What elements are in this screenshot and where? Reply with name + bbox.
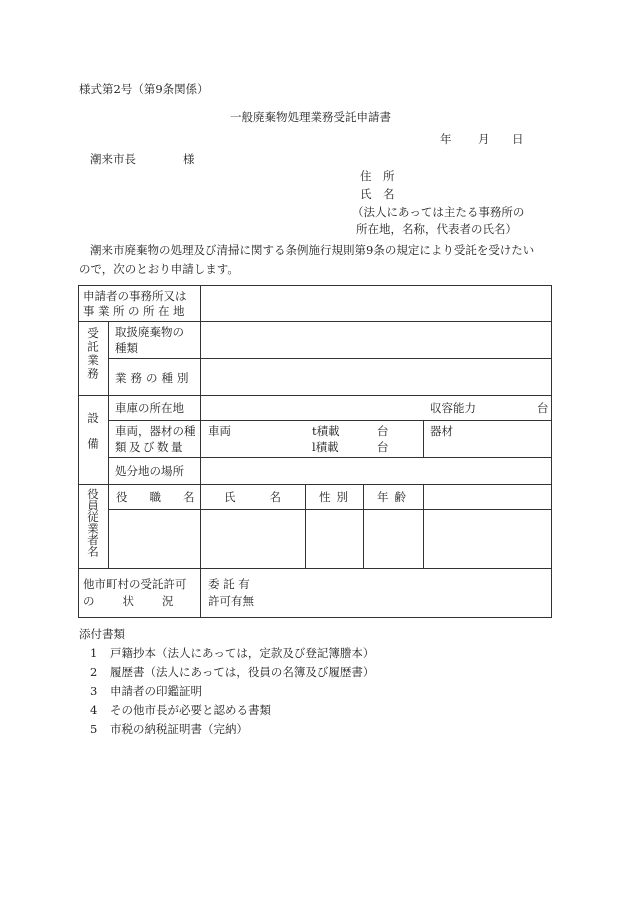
honorific: 様: [183, 152, 195, 166]
address-label: 住 所: [360, 169, 395, 183]
vehicle-unit-2: 台: [377, 440, 389, 454]
equipment-label: 器材: [430, 424, 453, 438]
corporate-note-line-1: （法人にあっては主たる事務所の: [352, 205, 525, 219]
attachment-item: 申請者の印鑑証明: [110, 684, 202, 698]
intro-line-1: 潮来市廃棄物の処理及び清掃に関する条例施行規則第9条の規定により受託を受けたい: [90, 243, 535, 257]
permit-status: 許可有無: [208, 594, 254, 608]
attachments-heading: 添付書類: [79, 627, 125, 641]
other-muni-label-1: 他市町村の受託許可: [83, 577, 187, 591]
staff-group-label: 役員従業者名: [86, 488, 100, 557]
col-name-header: 氏名: [224, 490, 315, 504]
attachment-item: 市税の納税証明書（完納）: [110, 722, 248, 736]
intro-line-2: ので，次のとおり申請します。: [79, 262, 239, 276]
date-day: 日: [512, 132, 524, 146]
waste-type-label-1: 取扱廃棄物の: [115, 325, 184, 339]
t-load-label: t積載: [312, 424, 340, 438]
consign-status: 委 託 有: [208, 577, 250, 591]
attachment-item: その他市長が必要と認める書類: [110, 703, 271, 717]
consign-group-label: 受託業務: [86, 327, 100, 381]
document-title: 一般廃棄物処理業務受託申請書: [230, 110, 391, 124]
attachment-num: 5: [90, 722, 98, 736]
disposal-site-label: 処分地の場所: [115, 464, 184, 478]
date-year: 年: [440, 132, 452, 146]
attachment-item: 履歴書（法人にあっては，役員の名簿及び履歴書）: [110, 665, 375, 679]
attachment-num: 1: [90, 646, 98, 660]
other-muni-label-2: の状況: [83, 594, 202, 608]
vehicle-unit-1: 台: [377, 424, 389, 438]
name-label: 氏 名: [360, 187, 395, 201]
col-sex-header: 性別: [319, 490, 354, 504]
corporate-note-line-2: 所在地，名称，代表者の氏名）: [356, 222, 517, 236]
vehicle-label-1: 車両，器材の種: [115, 424, 196, 438]
equipment-group-label: 設備: [86, 412, 100, 463]
col-age-header: 年齢: [377, 490, 412, 504]
date-month: 月: [478, 132, 490, 146]
applicant-office-label-1: 申請者の事務所又は: [83, 289, 187, 303]
l-load-label: l積載: [312, 440, 339, 454]
waste-type-label-2: 種類: [115, 341, 138, 355]
col-position-header: 役職名: [116, 490, 217, 504]
capacity-label: 収容能力: [430, 401, 476, 415]
vehicle-label-2: 類及び数量: [115, 440, 185, 454]
attachment-num: 3: [90, 684, 98, 698]
vehicle-label: 車両: [208, 424, 231, 438]
attachment-num: 4: [90, 703, 98, 717]
addressee: 潮来市長: [90, 152, 136, 166]
garage-location-label: 車庫の所在地: [115, 401, 184, 415]
attachment-item: 戸籍抄本（法人にあっては，定款及び登記簿謄本）: [110, 646, 375, 660]
capacity-unit: 台: [537, 401, 549, 415]
attachment-num: 2: [90, 665, 98, 679]
applicant-office-label-2: 事業所の所在地: [83, 304, 188, 318]
business-type-label: 業務の種別: [115, 371, 193, 385]
form-number: 様式第2号（第9条関係）: [79, 82, 209, 96]
